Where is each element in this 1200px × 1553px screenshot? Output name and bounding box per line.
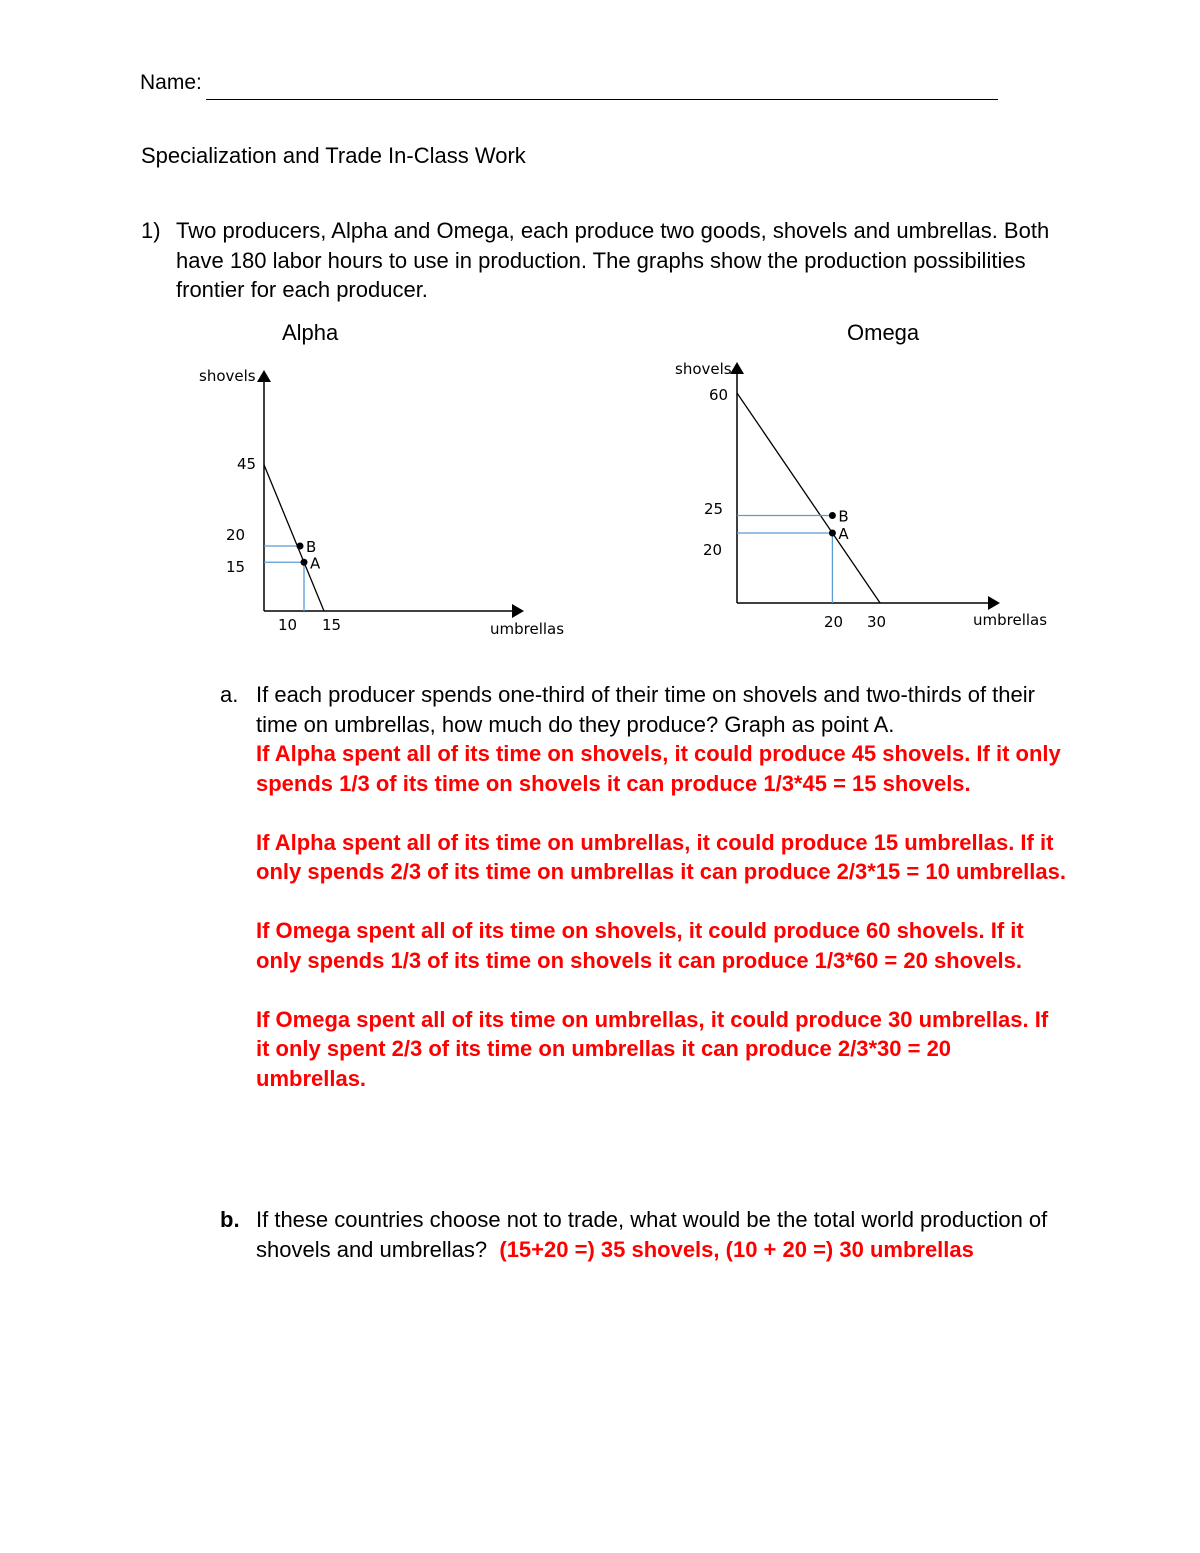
alpha-point-A bbox=[301, 559, 308, 566]
part-a-answer-2: If Alpha spent all of its time on umbrellas, it could produce 15 umbrellas. If it only spends 2/3 of its time on umbrellas it can produce 2/3*15 = 10 umbrellas. bbox=[256, 829, 1066, 884]
part-a-answer-3: If Omega spent all of its time on shovels, it could produce 60 shovels. If it only spends 1/3 of its time on shovels it can produce 1/3*60 = 20 shovels. bbox=[256, 918, 1024, 973]
omega-chart-title: Omega bbox=[847, 320, 920, 345]
part-a-block bbox=[256, 680, 1066, 1093]
part-a-marker: a. bbox=[220, 682, 239, 707]
alpha-x-axis-label: umbrellas bbox=[490, 620, 565, 638]
omega-x-axis-label: umbrellas bbox=[973, 611, 1048, 629]
alpha-y-tick-15: 15 bbox=[226, 558, 246, 576]
alpha-y-axis-label: shovels bbox=[199, 367, 256, 385]
omega-point-B bbox=[829, 512, 836, 519]
alpha-y-tick-20: 20 bbox=[226, 526, 246, 544]
omega-y-tick-20: 20 bbox=[703, 541, 723, 559]
document-title: Specialization and Trade In-Class Work bbox=[141, 143, 526, 168]
part-b-answer: (15+20 =) 35 shovels, (10 + 20 =) 30 umbrellas bbox=[499, 1236, 974, 1262]
alpha-y-tick-45: 45 bbox=[237, 455, 257, 473]
omega-x-axis-arrow bbox=[988, 596, 1000, 610]
alpha-x-axis-arrow bbox=[512, 604, 524, 618]
omega-x-tick-20: 20 bbox=[824, 613, 844, 631]
omega-y-axis-label: shovels bbox=[675, 360, 732, 378]
name-label: Name: bbox=[140, 71, 202, 94]
omega-point-A bbox=[829, 530, 836, 537]
part-b-question: If these countries choose not to trade, what would be the total world production of shovels and umbrellas? bbox=[256, 1207, 1048, 1262]
question-1-number: 1) bbox=[141, 218, 161, 243]
ppf-charts bbox=[0, 0, 1200, 660]
part-a-answer-1: If Alpha spent all of its time on shovels, it could produce 45 shovels. If it only spends 1/3 of its time on shovels it can produce 1/3*45 = 15 shovels. bbox=[256, 741, 1061, 796]
omega-y-axis-arrow bbox=[730, 362, 744, 374]
omega-point-B-label: B bbox=[838, 507, 849, 526]
part-a-answer-4: If Omega spent all of its time on umbrellas, it could produce 30 umbrellas. If it only spent 2/3 of its time on umbrellas it can produce 2/3*30 = 20 umbrellas. bbox=[256, 1006, 1049, 1091]
alpha-x-tick-10: 10 bbox=[278, 616, 298, 634]
omega-y-tick-25: 25 bbox=[704, 500, 724, 518]
alpha-y-axis-arrow bbox=[257, 370, 271, 382]
omega-ppf-line bbox=[737, 393, 880, 603]
part-b-block bbox=[256, 1205, 1066, 1264]
question-1-text: Two producers, Alpha and Omega, each produce two goods, shovels and umbrellas. Both have 180 labor hours to use in production. The graphs show the production possibilities frontier for each producer. bbox=[176, 218, 1050, 302]
alpha-point-B-label: B bbox=[306, 538, 317, 556]
part-b-marker: b. bbox=[220, 1207, 240, 1232]
omega-y-tick-60: 60 bbox=[709, 386, 729, 404]
omega-point-A-label: A bbox=[838, 525, 849, 543]
alpha-point-B bbox=[297, 543, 304, 550]
omega-x-tick-30: 30 bbox=[867, 613, 887, 631]
alpha-point-A-label: A bbox=[310, 554, 321, 573]
part-a-question: If each producer spends one-third of their time on shovels and two-thirds of their time on umbrellas, how much do they produce? Graph as point A. bbox=[256, 682, 1035, 737]
alpha-chart-title: Alpha bbox=[282, 320, 339, 345]
alpha-x-tick-15: 15 bbox=[322, 616, 342, 634]
